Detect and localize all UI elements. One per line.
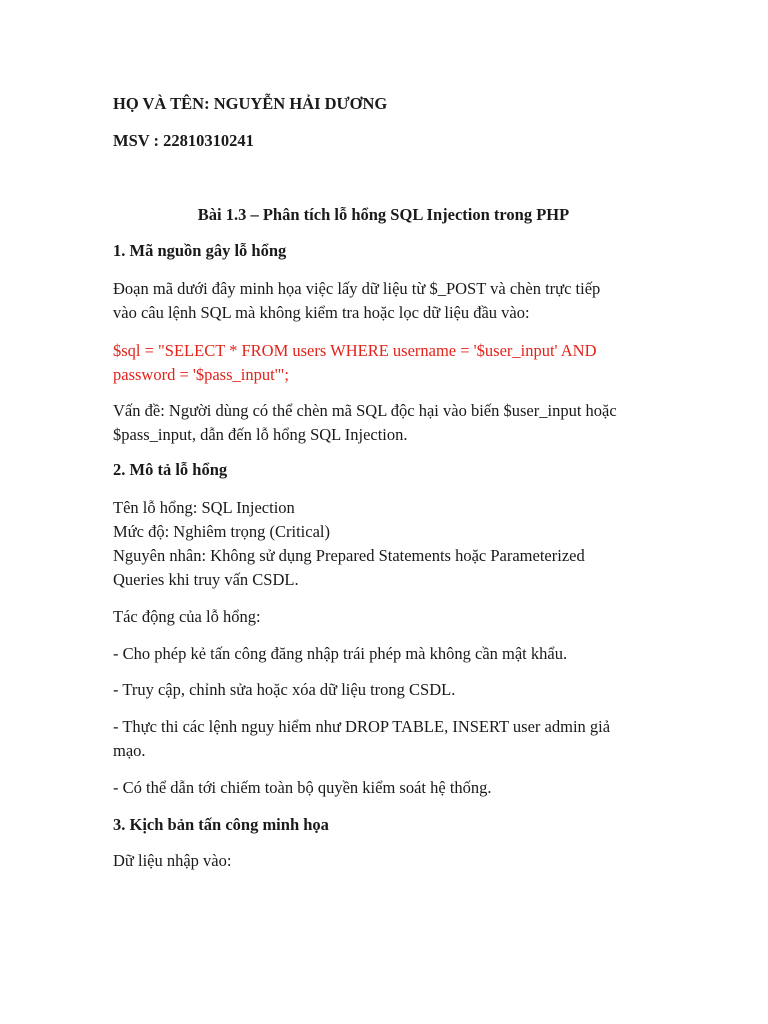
section-3-heading: 3. Kịch bản tấn công minh họa [113, 815, 329, 834]
impact-label: Tác động của lỗ hổng: [113, 607, 261, 626]
detail-line: Mức độ: Nghiêm trọng (Critical) [113, 522, 330, 541]
impact-item: - Có thể dẫn tới chiếm toàn bộ quyền kiểm soát hệ thống. [113, 778, 492, 797]
input-label: Dữ liệu nhập vào: [113, 851, 232, 870]
sql-code-snippet [113, 339, 597, 387]
impact-item: - Cho phép kẻ tấn công đăng nhập trái phép mà không cần mật khẩu. [113, 644, 568, 663]
student-id: MSV : 22810310241 [113, 131, 254, 150]
intro-line: Đoạn mã dưới đây minh họa việc lấy dữ liệu từ $_POST và chèn trực tiếp [113, 279, 601, 298]
section-2-heading: 2. Mô tả lỗ hổng [113, 460, 228, 479]
issue-line: Vấn đề: Người dùng có thể chèn mã SQL độc hại vào biến $user_input hoặc [113, 401, 617, 420]
issue-line: $pass_input, dẫn đến lỗ hổng SQL Injection. [113, 425, 408, 444]
code-line: $sql = "SELECT * FROM users WHERE username = '$user_input' AND [113, 341, 597, 360]
document-title: Bài 1.3 – Phân tích lỗ hổng SQL Injection trong PHP [197, 205, 570, 224]
detail-line: Queries khi truy vấn CSDL. [113, 570, 299, 589]
issue-description [113, 399, 617, 447]
impact-item: - Truy cập, chỉnh sửa hoặc xóa dữ liệu trong CSDL. [113, 680, 456, 699]
detail-line: Nguyên nhân: Không sử dụng Prepared Statements hoặc Parameterized [113, 546, 585, 565]
impact-line: mạo. [113, 741, 146, 760]
student-name: HỌ VÀ TÊN: NGUYỄN HẢI DƯƠNG [113, 94, 388, 113]
intro-line: vào câu lệnh SQL mà không kiểm tra hoặc lọc dữ liệu đầu vào: [113, 303, 530, 322]
code-line: password = '$pass_input'"; [113, 365, 289, 384]
section-1-heading: 1. Mã nguồn gây lỗ hổng [113, 241, 287, 260]
vulnerability-details [113, 496, 585, 592]
detail-line: Tên lỗ hổng: SQL Injection [113, 498, 295, 517]
section-1-intro [113, 277, 600, 325]
impact-item [113, 715, 610, 763]
impact-line: - Thực thi các lệnh nguy hiểm như DROP TABLE, INSERT user admin giả [113, 717, 611, 736]
